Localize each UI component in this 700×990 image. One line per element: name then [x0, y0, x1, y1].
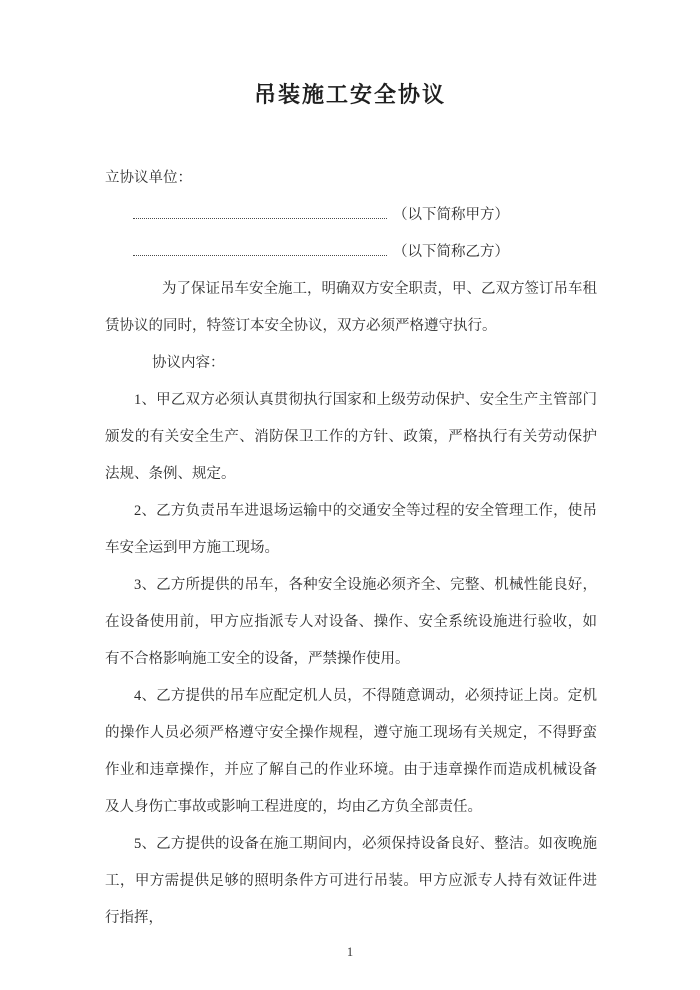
clause-3: 3、乙方所提供的吊车，各种安全设施必须齐全、完整、机械性能良好，在设备使用前，甲方应指派专人对设备、操作、安全系统设施进行验收，如有不合格影响施工安全的设备，严禁操作使用。 — [105, 577, 597, 667]
intro-paragraph: 为了保证吊车安全施工，明确双方安全职责，甲、乙双方签订吊车租赁协议的同时，特签订本安全协议，双方必须严格遵守执行。 — [105, 281, 597, 334]
page-number: 1 — [346, 945, 354, 959]
party-b-line — [105, 234, 597, 271]
clause-2: 2、乙方负责吊车进退场运输中的交通安全等过程的安全管理工作，使吊车安全运到甲方施工现场。 — [105, 503, 597, 556]
content-heading: 协议内容： — [152, 355, 225, 371]
party-a-blank-line — [133, 205, 387, 219]
party-a-suffix: （以下简称甲方） — [393, 207, 509, 223]
clause-1: 1、甲乙双方必须认真贯彻执行国家和上级劳动保护、安全生产主管部门颁发的有关安全生产、消防保卫工作的方针、政策，严格执行有关劳动保护法规、条例、规定。 — [105, 392, 597, 482]
parties-label: 立协议单位： — [105, 170, 192, 186]
clause-4: 4、乙方提供的吊车应配定机人员，不得随意调动，必须持证上岗。定机的操作人员必须严格遵守安全操作规程，遵守施工现场有关规定，不得野蛮作业和违章操作，并应了解自己的作业环境。由于违章操作而造成机械设备及人身伤亡事故或影响工程进度的，均由乙方负全部责任。 — [105, 688, 597, 815]
party-b-blank-line — [133, 242, 387, 256]
document-body — [0, 160, 700, 937]
clause-5: 5、乙方提供的设备在施工期间内，必须保持设备良好、整洁。如夜晚施工，甲方需提供足够的照明条件方可进行吊装。甲方应派专人持有效证件进行指挥， — [105, 836, 597, 926]
party-a-line — [105, 197, 597, 234]
party-b-suffix: （以下简称乙方） — [393, 244, 509, 260]
page-title: 吊装施工安全协议 — [253, 82, 446, 107]
